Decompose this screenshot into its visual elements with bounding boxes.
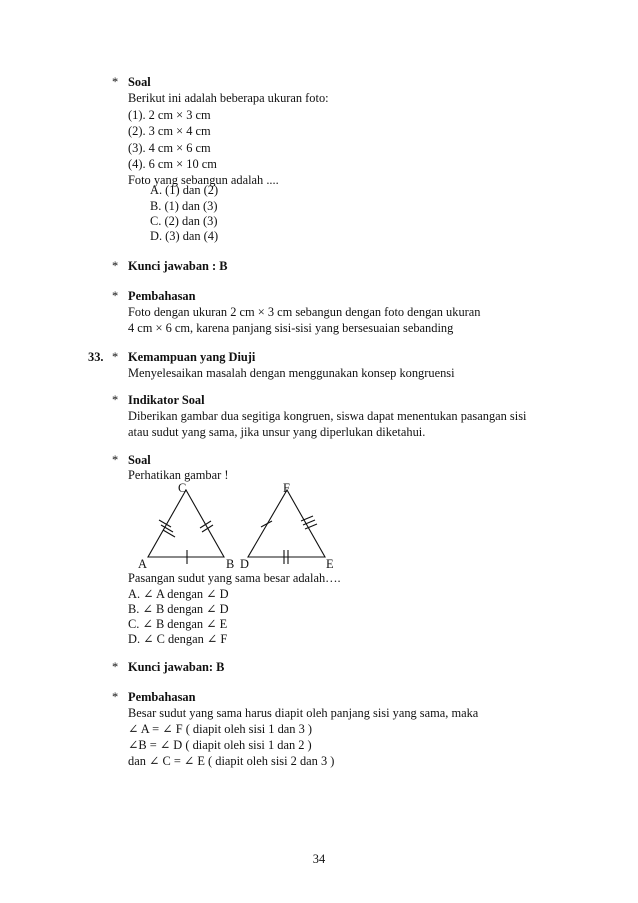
vertex-label-a: A [138, 557, 147, 570]
vertex-label-c: C [178, 481, 187, 495]
indikator-line: Diberikan gambar dua segitiga kongruen, siswa dapat menentukan pasangan sisi [128, 409, 527, 423]
answer-option: A. (1) dan (2) [150, 183, 219, 197]
indikator-heading: Indikator Soal [128, 393, 205, 407]
soal-question: Pasangan sudut yang sama besar adalah…. [128, 571, 341, 585]
triangle-def [248, 490, 325, 557]
answer-option: C. ∠ B dengan ∠ E [128, 617, 228, 631]
soal-heading: Soal [128, 75, 151, 89]
pembahasan-line: Besar sudut yang sama harus diapit oleh panjang sisi yang sama, maka [128, 706, 479, 720]
bullet: * [112, 259, 119, 273]
pembahasan-line: 4 cm × 6 cm, karena panjang sisi-sisi yang bersesuaian sebanding [128, 321, 454, 335]
congruent-triangles-figure [130, 478, 370, 570]
page-number: 34 [312, 852, 326, 866]
triangle-abc [148, 490, 224, 557]
answer-option: D. ∠ C dengan ∠ F [128, 632, 228, 646]
bullet: * [112, 660, 119, 674]
vertex-label-b: B [226, 557, 235, 570]
pembahasan-line: ∠B = ∠ D ( diapit oleh sisi 1 dan 2 ) [128, 738, 312, 752]
bullet: * [112, 350, 119, 364]
vertex-label-f: F [283, 481, 290, 495]
size-item: (2). 3 cm × 4 cm [128, 124, 211, 138]
answer-option: D. (3) dan (4) [150, 229, 219, 243]
size-item: (1). 2 cm × 3 cm [128, 108, 211, 122]
pembahasan-line: Foto dengan ukuran 2 cm × 3 cm sebangun dengan foto dengan ukuran [128, 305, 481, 319]
soal-intro: Berikut ini adalah beberapa ukuran foto: [128, 91, 329, 105]
vertex-label-d: D [240, 557, 249, 570]
answer-option: A. ∠ A dengan ∠ D [128, 587, 229, 601]
bullet: * [112, 289, 119, 303]
bullet: * [112, 453, 119, 467]
answer-key: Kunci jawaban : B [128, 259, 228, 273]
pembahasan-line: dan ∠ C = ∠ E ( diapit oleh sisi 2 dan 3 ) [128, 754, 335, 768]
vertex-label-e: E [326, 557, 334, 570]
kemampuan-text: Menyelesaikan masalah dengan menggunakan konsep kongruensi [128, 366, 455, 380]
soal-heading: Soal [128, 453, 151, 467]
bullet: * [112, 690, 119, 704]
pembahasan-line: ∠ A = ∠ F ( diapit oleh sisi 1 dan 3 ) [128, 722, 313, 736]
pembahasan-heading: Pembahasan [128, 690, 196, 704]
size-item: (3). 4 cm × 6 cm [128, 141, 211, 155]
pembahasan-heading: Pembahasan [128, 289, 196, 303]
indikator-line: atau sudut yang sama, jika unsur yang diperlukan diketahui. [128, 425, 426, 439]
answer-key: Kunci jawaban: B [128, 660, 225, 674]
bullet: * [112, 75, 119, 89]
question-number: 33. [88, 350, 104, 364]
answer-option: C. (2) dan (3) [150, 214, 218, 228]
size-item: (4). 6 cm × 10 cm [128, 157, 217, 171]
soal-instruction: Perhatikan gambar ! [128, 468, 229, 482]
answer-option: B. ∠ B dengan ∠ D [128, 602, 229, 616]
kemampuan-heading: Kemampuan yang Diuji [128, 350, 256, 364]
soal-question: Foto yang sebangun adalah .... [128, 173, 279, 187]
bullet: * [112, 393, 119, 407]
answer-option: B. (1) dan (3) [150, 199, 218, 213]
